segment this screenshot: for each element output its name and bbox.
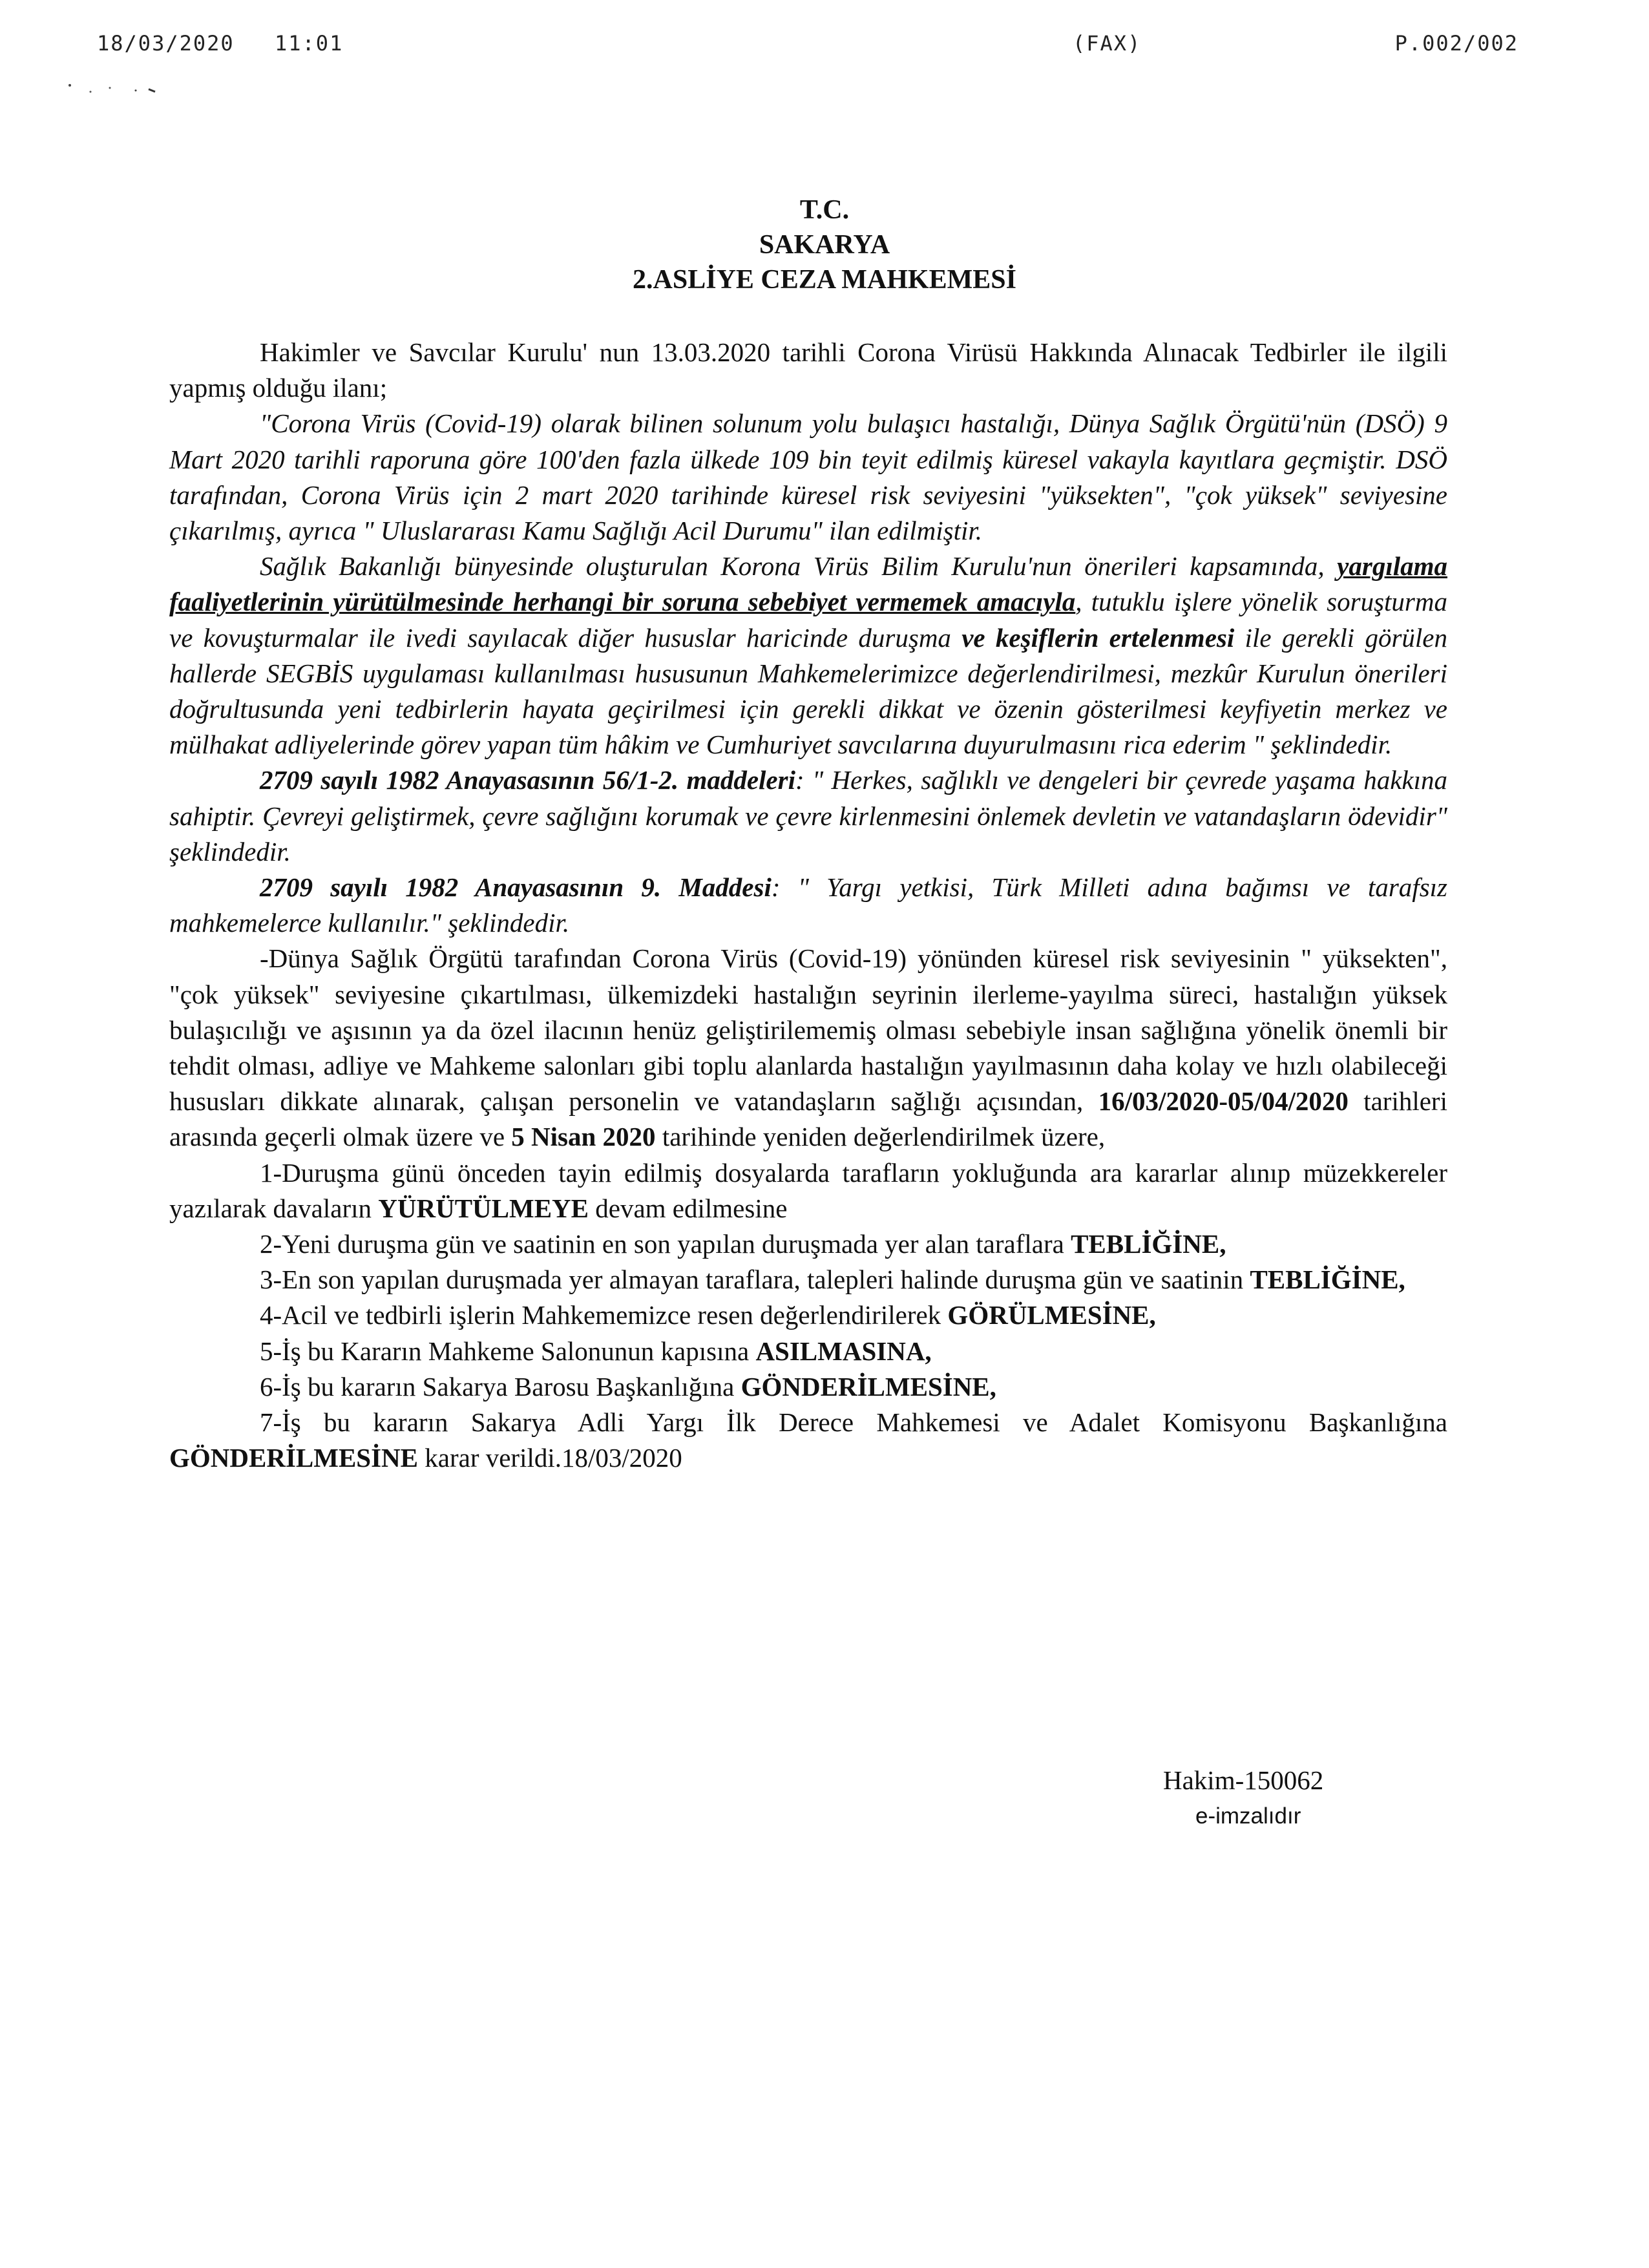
fax-header [97, 31, 1518, 70]
fax-time: 11:01 [275, 31, 344, 56]
fax-date: 18/03/2020 [97, 31, 235, 56]
heading-city: SAKARYA [759, 230, 890, 260]
decision-item-5: 5-İş bu Kararın Mahkeme Salonunun kapısına ASILMASINA, [260, 1336, 932, 1366]
underlined-phrase: yargılama faaliyetlerinin yürütülmesinde herhangi bir soruna sebebiyet vermemek amacıyla [169, 551, 1447, 617]
court-heading [0, 193, 1649, 297]
signature-block [1163, 1763, 1422, 1834]
decision-item-2: 2-Yeni duruşma gün ve saatinin en son yapılan duruşmada yer alan taraflara TEBLİĞİNE, [260, 1229, 1226, 1259]
article-9-paragraph: 2709 sayılı 1982 Anayasasının 9. Maddesi: " Yargı yetkisi, Türk Milleti adına bağımsı ve tarafsız mahkemelerce kullanılır." şeklindedir. [169, 872, 1448, 938]
decision-body [169, 335, 1447, 1476]
decision-item-4: 4-Acil ve tedbirli işlerin Mahkememizce resen değerlendirilerek GÖRÜLMESİNE, [260, 1300, 1156, 1330]
scan-specks [65, 78, 194, 103]
hsk-quote-paragraph-1: "Corona Virüs (Covid-19) olarak bilinen solunum yolu bulaşıcı hastalığı, Dünya Sağlık Örgütü'nün (DSÖ) 9 Mart 2020 tarihli raporuna göre 100'den fazla ülkede 109 bin teyit edilmiş küresel vakayla kayıtlara geçmiştir. DSÖ tarafından, Corona Virüs için 2 mart 2020 tarihinde küresel risk seviyesini "yüksekten", "çok yüksek" seviyesine çıkarılmış, ayrıca " Uluslararası Kamu Sağlığı Acil Durumu" ilan edilmiştir. [169, 408, 1447, 546]
decision-item-6: 6-İş bu kararın Sakarya Barosu Başkanlığına GÖNDERİLMESİNE, [260, 1371, 996, 1402]
article-56-paragraph: 2709 sayılı 1982 Anayasasının 56/1-2. maddeleri: " Herkes, sağlıklı ve dengeleri bir çevrede yaşama hakkına sahiptir. Çevreyi geliştirmek, çevre sağlığını korumak ve çevre kirlenmesini önlemek devletin ve vatandaşların ödevidir" şeklindedir. [169, 765, 1447, 866]
decision-item-3: 3-En son yapılan duruşmada yer almayan taraflara, talepleri halinde duruşma gün ve saatinin TEBLİĞİNE, [260, 1265, 1405, 1295]
decision-item-1: 1-Duruşma günü önceden tayin edilmiş dosyalarda tarafların yokluğunda ara kararlar alınıp müzekkereler yazılarak davaların YÜRÜTÜLMEYE devam edilmesine [169, 1157, 1447, 1223]
bold-phrase: ve keşiflerin ertelenmesi [961, 622, 1235, 653]
e-signature-note: e-imzalıdır [1195, 1803, 1301, 1829]
heading-court: 2.ASLİYE CEZA MAHKEMESİ [633, 265, 1016, 295]
fax-label: (FAX) [1073, 31, 1142, 56]
reasoning-paragraph: -Dünya Sağlık Örgütü tarafından Corona Virüs (Covid-19) yönünden küresel risk seviyesinin " yüksekten", "çok yüksek" seviyesine çıkartılması, ülkemizdeki hastalığın seyrinin ilerleme-yayılma süreci, hastalığın yüksek bulaşıcılığı ve aşısının ya da özel ilacının henüz geliştirilememiş olması sebebiyle insan sağlığına yönelik önemli bir tehdit olması, adliye ve Mahkeme salonları gibi toplu alanlarda hastalığın yayılmasının daha kolay ve hızlı olabileceği hususları dikkate alınarak, çalışan personelin ve vatandaşların sağlığı açısından, 16/03/2020-05/04/2020 tarihleri arasında geçerli olmak üzere ve 5 Nisan 2020 tarihinde yeniden değerlendirilmek üzere, [169, 943, 1447, 1152]
judge-id: Hakim-150062 [1163, 1765, 1324, 1795]
heading-tc: T.C. [799, 195, 850, 225]
decision-item-7: 7-İş bu kararın Sakarya Adli Yargı İlk Derece Mahkemesi ve Adalet Komisyonu Başkanlığına GÖNDERİLMESİNE karar verildi.18/03/2020 [169, 1407, 1447, 1473]
hsk-quote-paragraph-2: Sağlık Bakanlığı bünyesinde oluşturulan Korona Virüs Bilim Kurulu'nun önerileri kapsamında, yargılama faaliyetlerinin yürütülmesinde herhangi bir soruna sebebiyet vermemek amacıyla, tutuklu işlere yönelik soruşturma ve kovuşturmalar ile ivedi sayılacak diğer hususlar haricinde duruşma ve keşiflerin ertelenmesi ile gerekli görülen hallerde SEGBİS uygulaması kullanılması hususunun Mahkemelerimizce değerlendirilmesi, mezkûr Kurulun önerileri doğrultusunda yeni tedbirlerin hayata geçirilmesi için gerekli dikkat ve özenin gösterilmesi keyfiyetin merkez ve mülhakat adliyelerinde görev yapan tüm hâkim ve Cumhuriyet savcılarına duyurulmasını rica ederim " şeklindedir. [169, 551, 1447, 760]
intro-paragraph: Hakimler ve Savcılar Kurulu' nun 13.03.2020 tarihli Corona Virüsü Hakkında Alınacak Tedbirler ile ilgili yapmış olduğu ilanı; [169, 337, 1447, 403]
fax-page-number: P.002/002 [1394, 31, 1518, 56]
